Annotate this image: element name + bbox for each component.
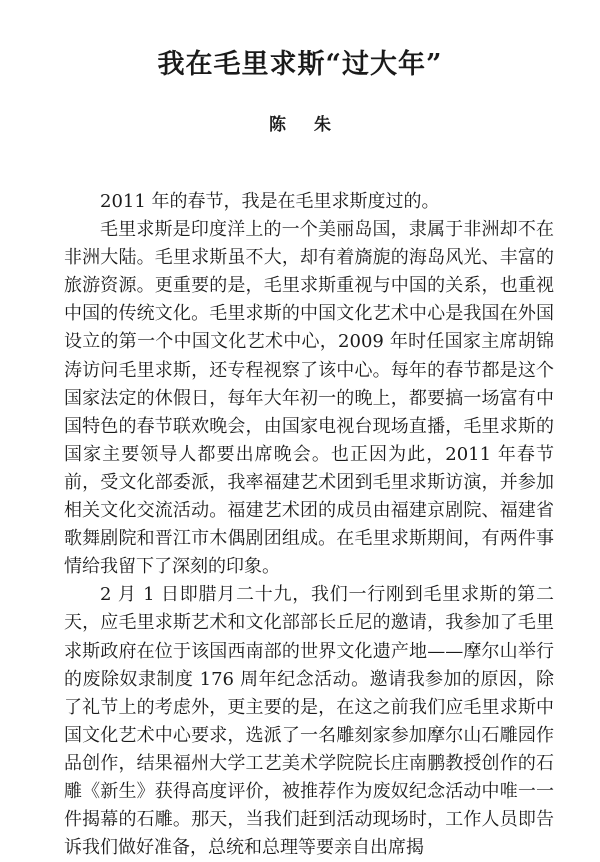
paragraph-2: 毛里求斯是印度洋上的一个美丽岛国，隶属于非洲却不在非洲大陆。毛里求斯虽不大，却有着旖旎的海岛风光、丰富的旅游资源。更重要的是，毛里求斯重视与中国的关系，也重视中国的传统文化。毛里求斯的中国文化艺术中心是我国在外国设立的第一个中国文化艺术中心，2009 年时任国家主席胡锦涛访问毛里求斯，还专程视察了该中心。每年的春节都是这个国家法定的休假日，每年大年初一的晚上，都要搞一场富有中国特色的春节联欢晚会，由国家电视台现场直播，毛里求斯的国家主要领导人都要出席晚会。也正因为此，2011 年春节前，受文化部委派，我率福建艺术团到毛里求斯访演，并参加相关文化交流活动。福建艺术团的成员由福建京剧院、福建省歌舞剧院和晋江市木偶剧团组成。在毛里求斯期间，有两件事情给我留下了深刻的印象。	[64, 219, 554, 578]
article-title: 我在毛里求斯“过大年”	[157, 49, 443, 80]
author-name: 陈朱	[269, 115, 359, 135]
paragraph-3: 2 月 1 日即腊月二十九，我们一行刚到毛里求斯的第二天，应毛里求斯艺术和文化部部长丘尼的邀请，我参加了毛里求斯政府在位于该国西南部的世界文化遗产地——摩尔山举行的废除奴隶制度 176 周年纪念活动。邀请我参加的原因，除了礼节上的考虑外，更主要的是，在这之前我们应毛里求斯中国文化艺术中心要求，选派了一名雕刻家参加摩尔山石雕园作品创作，结果福州大学工艺美术学院院长庄南鹏教授创作的石雕《新生》获得高度评价，被推荐作为废奴纪念活动中唯一一件揭幕的石雕。那天，当我们赶到活动现场时，工作人员即告诉我们做好准备，总统和总理等要亲自出席揭	[64, 584, 554, 859]
article-body	[64, 188, 554, 862]
paragraph-1: 2011 年的春节，我是在毛里求斯度过的。	[100, 191, 440, 212]
